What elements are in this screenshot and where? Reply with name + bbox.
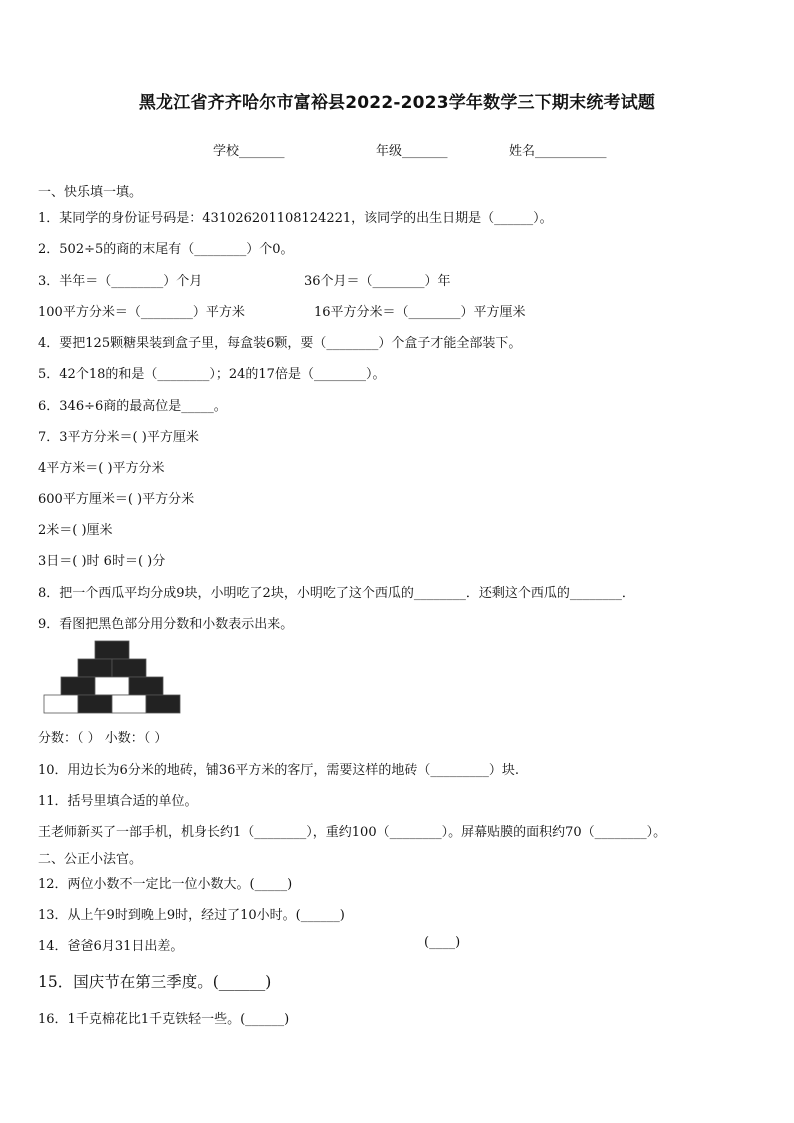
question-3d: 16平方分米＝（________）平方厘米 (314, 305, 526, 320)
question-11: 11．括号里填合适的单位。 (38, 794, 198, 809)
black-brick (129, 677, 163, 695)
question-7d: 2米＝( )厘米 (38, 523, 113, 538)
question-6: 6．346÷6商的最高位是_____。 (38, 399, 227, 414)
question-1: 1．某同学的身份证号码是：431026201108124221，该同学的出生日期是（______）。 (38, 211, 553, 226)
black-brick (78, 695, 112, 713)
question-11-text: 王老师新买了一部手机，机身长约1（________），重约100（________）。屏幕贴膜的面积约70（________）。 (38, 825, 667, 840)
question-13: 13．从上午9时到晚上9时，经过了10小时。(______) (38, 908, 345, 923)
question-9-answer: 分数：（ ） 小数：（ ） (38, 731, 168, 746)
question-16: 16．1千克棉花比1千克铁轻一些。(______) (38, 1012, 290, 1027)
question-3b: 36个月＝（________）年 (304, 274, 451, 289)
brick-pyramid-figure (43, 640, 183, 716)
question-10: 10．用边长为6分米的地砖，铺36平方米的客厅，需要这样的地砖（_________）块. (38, 763, 519, 778)
question-3c: 100平方分米＝（________）平方米 (38, 305, 245, 320)
black-brick (61, 677, 95, 695)
white-brick (95, 677, 129, 695)
name-field: 姓名___________ (509, 144, 607, 159)
white-brick (44, 695, 78, 713)
page-title: 黑龙江省齐齐哈尔市富裕县2022-2023学年数学三下期末统考试题 (138, 93, 656, 113)
question-7e: 3日＝( )时 6时＝( )分 (38, 554, 166, 569)
section-heading-1: 一、快乐填一填。 (38, 185, 143, 200)
section-heading-2: 二、公正小法官。 (38, 852, 143, 867)
question-14: 14．爸爸6月31日出差。 (38, 939, 184, 954)
question-7b: 4平方米＝( )平方分米 (38, 461, 165, 476)
question-2: 2．502÷5的商的末尾有（________）个0。 (38, 242, 294, 257)
question-8: 8．把一个西瓜平均分成9块，小明吃了2块，小明吃了这个西瓜的________．还剩这个西瓜的________． (38, 586, 635, 601)
question-4: 4．要把125颗糖果装到盒子里，每盒装6颗，要（________）个盒子才能全部装下。 (38, 336, 522, 351)
question-3a: 3．半年＝（________）个月 (38, 274, 203, 289)
question-9: 9．看图把黑色部分用分数和小数表示出来。 (38, 617, 294, 632)
question-5: 5．42个18的和是（________）；24的17倍是（________）。 (38, 367, 386, 382)
question-7c: 600平方厘米＝( )平方分米 (38, 492, 195, 507)
question-15: 15．国庆节在第三季度。(______) (38, 973, 272, 991)
question-14-blank: (____) (424, 935, 461, 950)
black-brick (95, 641, 129, 659)
question-7a: 7．3平方分米＝( )平方厘米 (38, 430, 199, 445)
black-brick (112, 659, 146, 677)
grade-field: 年级_______ (376, 144, 448, 159)
black-brick (146, 695, 180, 713)
black-brick (78, 659, 112, 677)
white-brick (112, 695, 146, 713)
question-12: 12．两位小数不一定比一位小数大。(_____) (38, 877, 293, 892)
school-field: 学校_______ (213, 144, 285, 159)
